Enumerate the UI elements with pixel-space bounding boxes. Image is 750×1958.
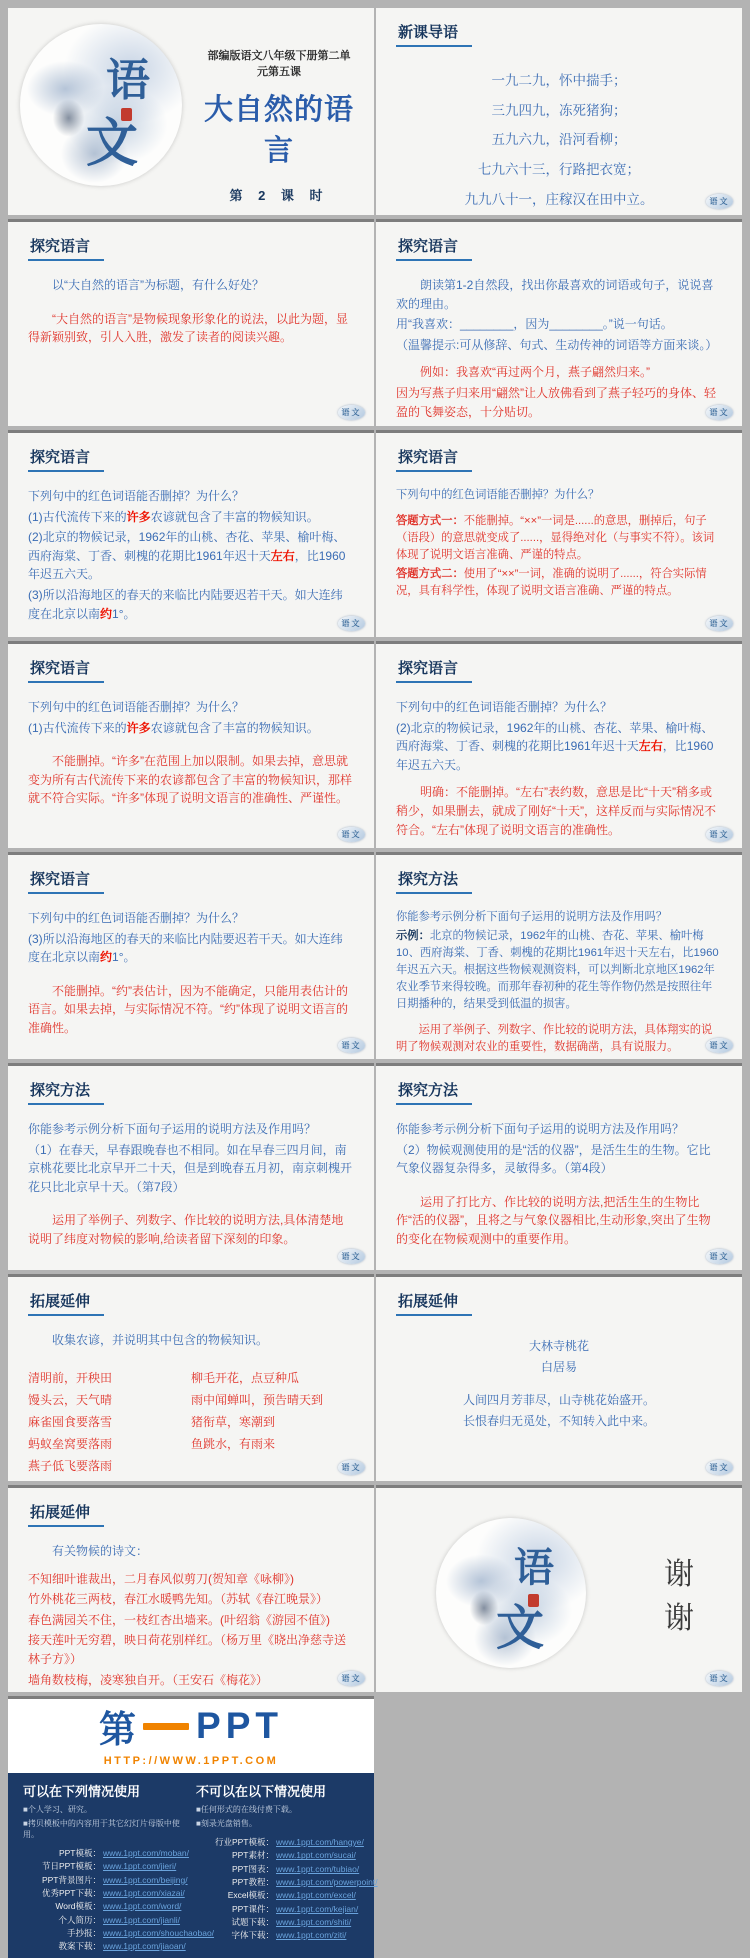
usage-column-title: 可以在下列情况使用 (23, 1784, 141, 1799)
logo-char-di: 第 (99, 1710, 137, 1751)
footer-link-label: 行业PPT模板： (214, 1837, 274, 1847)
footer-link-row (23, 1860, 186, 1872)
footer-link[interactable]: www.1ppt.com/moban/ (103, 1848, 189, 1858)
usage-bullet: ■个人学习、研究。 (23, 1805, 92, 1814)
yuwen-logo-icon: 语文 (338, 1038, 365, 1053)
slide-section-title: 探究语言 (28, 657, 104, 683)
footer-link-label: 优秀PPT下载： (41, 1887, 101, 1898)
slide-thumbnail-13 (8, 1274, 374, 1481)
yuwen-logo-icon: 语文 (338, 827, 365, 842)
text-segment: 约 (100, 606, 113, 621)
footer-link-list (196, 1836, 378, 1942)
text-segment: 竹外桃花三两枝，春江水暖鸭先知。（苏轼《春江晚景》） (28, 1592, 329, 1607)
logo-char-top: 语 (514, 1544, 554, 1590)
proverb-item: 馒头云，天气晴 (28, 1392, 113, 1407)
slide-text-line (396, 719, 722, 775)
proverb-column-2 (191, 1365, 354, 1479)
slide-text-line (28, 698, 354, 717)
text-segment: 人间四月芳菲尽，山寺桃花始盛开。 (462, 1393, 655, 1408)
slide-thumbnail-4 (376, 219, 742, 426)
footer-link-list (23, 1847, 215, 1953)
text-segment: 下列句中的红色词语能否删掉？为什么？ (396, 489, 600, 501)
slide-text-line (396, 156, 722, 184)
slide-body (28, 487, 354, 623)
logo-text-ppt: PPT (196, 1705, 283, 1746)
text-segment: (1)古代流传下来的 (28, 720, 127, 735)
yuwen-logo-icon: 语文 (706, 1038, 733, 1053)
slide-body (396, 698, 722, 839)
slide-text-line (396, 698, 722, 717)
text-segment: 因为写燕子归来用“翩然”让人放佛看到了燕子轻巧的身体、轻盈的飞舞姿态，十分贴切。 (396, 385, 716, 419)
slide-section-title: 探究方法 (396, 868, 472, 894)
footer-link-label: Excel模板： (227, 1890, 274, 1901)
proverb-item: 燕子低飞要落雨 (28, 1458, 113, 1473)
yuwen-logo-icon: 语文 (338, 405, 365, 420)
footer-usage-column-2 (191, 1780, 378, 1954)
usage-bullet-text: 刻录光盘销售。 (200, 1819, 257, 1828)
proverb-item: 麻雀囤食要落雪 (28, 1414, 113, 1429)
footer-link-row (196, 1836, 364, 1848)
slide-text-line (396, 97, 722, 125)
logo-char-top: 语 (106, 56, 150, 105)
slide-section-title: 探究语言 (396, 446, 472, 472)
slide-text-line (396, 487, 722, 504)
usage-bullet: ■刻录光盘销售。 (196, 1819, 257, 1828)
footer-link-row (23, 1900, 186, 1912)
slide-body (396, 276, 722, 421)
slide-body (396, 909, 722, 1056)
footer-link-row (196, 1889, 359, 1901)
slide-text-line (396, 1358, 722, 1377)
usage-bullet-text: 个人学习、研究。 (27, 1805, 92, 1814)
footer-link-label: 试题下载： (231, 1916, 274, 1927)
proverb-item: 清明前，开秧田 (28, 1370, 113, 1385)
thanks-layout (396, 1501, 722, 1684)
lesson-subtitle: 第 2 课 时 (229, 188, 329, 203)
slide-text-line (28, 752, 354, 808)
slide-section-title: 探究语言 (396, 235, 472, 261)
yuwen-logo-icon: 语文 (706, 827, 733, 842)
text-segment: “大自然的语言”是物候现象形象化的说法，以此为题，显得新颖别致，引人入胜，激发了读者的阅读兴趣。 (28, 311, 348, 345)
footer-link-label: 教案下载： (58, 1941, 101, 1952)
footer-link-row (23, 1874, 186, 1886)
lesson-title: 大自然的语言 (204, 94, 355, 167)
slide-text-line (28, 1365, 354, 1479)
text-segment: (1)古代流传下来的 (28, 509, 127, 524)
text-segment: 下列句中的红色词语能否删掉？为什么？ (28, 911, 245, 925)
text-segment: （温馨提示:可从修辞、句式、生动传神的词语等方面来谈。） (396, 337, 718, 352)
slide-body (396, 1337, 722, 1430)
text-segment: 左右 (270, 548, 295, 563)
text-segment: 运用了打比方、作比较的说明方法,把活生生的生物比作“活的仪器”，且将之与气象仪器相比,生动形象,突出了生物的变化在物候观测中的重要作用。 (396, 1194, 711, 1246)
text-segment: 使用了“××”一词，准确的说明了......，符合实际情况，具有科学性，体现了说明文语言准确、严谨的特点。 (396, 567, 707, 597)
slide-text-line (396, 186, 722, 214)
yuwen-logo-icon: 语文 (706, 616, 733, 631)
footer-logo-area (8, 1699, 374, 1767)
slide-text-line (396, 1337, 722, 1356)
footer-link-label: PPT图表： (231, 1863, 274, 1874)
text-segment: 许多 (126, 509, 151, 524)
slide-section-title: 探究语言 (28, 235, 104, 261)
footer-link-label: PPT教程： (231, 1876, 274, 1887)
slide-thumbnail-15 (8, 1485, 374, 1692)
proverb-item: 雨中闻蝉叫，预告晴天到 (191, 1392, 324, 1407)
slide-text-line (28, 1590, 354, 1609)
slide-text-line (28, 528, 354, 584)
slide-section-title: 拓展延伸 (28, 1290, 104, 1316)
text-segment: 收集农谚，并说明其中包含的物候知识。 (52, 1333, 269, 1347)
slide-text-line (396, 909, 722, 926)
yuwen-circle-logo (20, 24, 182, 186)
slide-text-line (28, 1570, 354, 1589)
text-segment: 以“大自然的语言”为标题，有什么好处？ (52, 278, 264, 292)
slide-text-line (28, 909, 354, 928)
slide-text-line (396, 513, 722, 564)
slide-thumbnail-8 (376, 641, 742, 848)
yuwen-logo-icon: 语文 (706, 194, 733, 209)
slide-body (396, 67, 722, 213)
slide-text-line (28, 1141, 354, 1197)
text-segment: 白居易 (540, 1359, 577, 1374)
slide-text-line (28, 930, 354, 967)
thanks-text: 谢谢 (664, 1557, 697, 1635)
slide-body (28, 1120, 354, 1249)
yuwen-logo-icon: 语文 (338, 616, 365, 631)
text-segment: 你能参考示例分析下面句子运用的说明方法及作用吗？ (28, 1122, 317, 1136)
slide-text-line (28, 1611, 354, 1630)
slide-body (28, 276, 354, 347)
text-segment: 示例： (396, 929, 430, 942)
text-segment: 北京的物候记录，1962年的山桃、杏花、苹果、榆叶梅10、西府海棠、丁香、刺槐的花期比1961年迟十天左右，比1960年迟五六天。根据这些物候观测资料，可以判断北京地区1962年农业季节来得较晚。而那年春初种的花生等作物仍然是按照往年日期播种的，结果受到低温的损害。 (396, 929, 719, 1010)
text-segment: 下列句中的红色词语能否删掉？为什么？ (28, 489, 245, 503)
text-segment: 春色满园关不住，一枝红杏出墙来。(叶绍翁《游园不值》) (28, 1612, 330, 1627)
text-segment: 用“我喜欢：________，因为________。”说一句话。 (396, 317, 673, 332)
text-segment: 你能参考示例分析下面句子运用的说明方法及作用吗？ (396, 1122, 685, 1136)
slide-text-line (396, 1391, 722, 1410)
slide-text-line (28, 1211, 354, 1248)
slide-thumbnail-6 (376, 430, 742, 637)
slide-thumbnail-12 (376, 1063, 742, 1270)
footer-link-label: 手抄报： (66, 1927, 101, 1938)
footer-link[interactable]: www.1ppt.com/jieri/ (103, 1861, 177, 1872)
footer-link[interactable]: www.1ppt.com/jiaoan/ (103, 1941, 186, 1952)
footer-usage-panel (8, 1773, 378, 1958)
footer-link-row (196, 1903, 359, 1915)
proverb-item: 鱼跳水，有雨来 (191, 1436, 276, 1451)
footer-link[interactable]: www.1ppt.com/shiti/ (276, 1916, 352, 1927)
slide-body (28, 1542, 354, 1689)
slide-text-line (396, 67, 722, 95)
text-segment: ，比1960年迟五六天。 (396, 739, 714, 772)
footer-link-row (23, 1847, 189, 1859)
footer-link-label: 字体下载： (231, 1930, 274, 1941)
usage-bullet: ■任何形式的在线付费下载。 (196, 1805, 297, 1814)
footer-link[interactable]: www.1ppt.com/powerpoint/ (276, 1876, 378, 1887)
slide-section-title: 探究语言 (28, 446, 104, 472)
text-segment: 下列句中的红色词语能否删掉？为什么？ (396, 700, 613, 714)
footer-site-url[interactable]: HTTP://WWW.1PPT.COM (103, 1755, 279, 1767)
footer-link-label: PPT模板： (58, 1848, 101, 1858)
footer-link-row (23, 1927, 215, 1939)
proverb-item: 蚂蚁垒窝要落雨 (28, 1436, 113, 1451)
text-segment: 不能删掉。“许多”在范围上加以限制。如果去掉，意思就变为所有古代流传下来的农谚都包含了丰富的物候知识，那样就不符合实际。“许多”体现了说明文语言的准确性、严谨性。 (28, 754, 353, 806)
footer-link-label: Word模板： (55, 1901, 101, 1912)
slide-text-line (396, 126, 722, 154)
footer-link-row (23, 1914, 186, 1926)
logo-char-bottom: 文 (496, 1601, 545, 1655)
yuwen-logo-icon: 语文 (706, 1249, 733, 1264)
text-segment: 下列句中的红色词语能否删掉？为什么？ (28, 700, 245, 714)
slide-thumbnail-2 (376, 8, 742, 215)
text-segment: ，比1960年迟五六天。 (28, 548, 346, 582)
text-segment: 三九四九，冻死猪狗； (491, 102, 627, 118)
footer-link[interactable]: www.1ppt.com/beijing/ (103, 1874, 188, 1885)
slide-text-line (28, 1631, 354, 1668)
slide-section-title: 拓展延伸 (28, 1501, 104, 1527)
footer-link-row (196, 1863, 359, 1875)
slide-section-title: 探究方法 (28, 1079, 104, 1105)
slide-text-line (28, 1331, 354, 1350)
text-segment: 运用了举例子、列数字、作比较的说明方法，具体翔实的说明了物候观测对农业的重要性，数据确凿，具有说服力。 (396, 1023, 713, 1053)
text-segment: 不能删掉。“××”一词是......的意思，删掉后，句子（语段）的意思就变成了......，显得绝对化（与事实不符）。该词体现了说明文语言准确、严谨的特点。 (396, 514, 715, 561)
footer-link-label: PPT课件： (231, 1903, 274, 1914)
yuwen-logo-icon: 语文 (706, 1460, 733, 1475)
site-footer (8, 1696, 378, 1952)
slide-text-line (396, 336, 722, 355)
slide-body (396, 1120, 722, 1249)
proverb-column-1 (28, 1365, 191, 1479)
footer-link[interactable]: www.1ppt.com/shouchaobao/ (103, 1927, 215, 1938)
usage-bullet-text: 拷贝模板中的内容用于其它幻灯片母版中使用。 (23, 1819, 180, 1839)
footer-link-label: PPT素材： (231, 1850, 274, 1861)
footer-link-row (196, 1916, 359, 1928)
first-ppt-logo (99, 1699, 283, 1753)
slide-body (28, 909, 354, 1038)
slide-text-line (28, 1542, 354, 1561)
text-segment: 不知细叶谁裁出，二月春风似剪刀(贺知章《咏柳》) (28, 1571, 294, 1586)
text-segment: 一九二九，怀中揣手； (491, 73, 627, 88)
text-segment: 例如：我喜欢“再过两个月，燕子翩然归来。” (420, 365, 650, 380)
slide-text-line (28, 719, 354, 738)
slide-text-line (396, 928, 722, 1013)
text-segment: 五九六九，沿河看柳； (491, 132, 627, 148)
footer-link[interactable]: www.1ppt.com/word/ (103, 1901, 182, 1912)
slide-text-line (396, 363, 722, 382)
slide-text-line (396, 315, 722, 334)
slide-thumbnail-5 (8, 430, 374, 637)
slide-body (28, 1331, 354, 1479)
slide-text-line (396, 1141, 722, 1178)
usage-bullet: ■拷贝模板中的内容用于其它幻灯片母版中使用。 (23, 1819, 180, 1839)
text-segment: 明确：不能删掉。“左右”表约数，意思是比“十天”稍多或稍少，如果删去，就成了刚好“十天”，这样反而与实际情况不符合。“左右”体现了说明文语言的准确性。 (396, 785, 716, 837)
slide-text-line (396, 276, 722, 313)
slide-thumbnail-16 (376, 1485, 742, 1692)
slide-text-line (28, 586, 354, 623)
slide-section-title: 探究方法 (396, 1079, 472, 1105)
text-segment: 1°。 (112, 950, 136, 965)
text-segment: 农谚就包含了丰富的物候知识。 (150, 720, 319, 735)
footer-link[interactable]: www.1ppt.com/kejian/ (276, 1903, 359, 1914)
yuwen-logo-icon: 语文 (338, 1249, 365, 1264)
text-segment: 答题方式一： (396, 514, 464, 527)
slide-section-title: 探究语言 (396, 657, 472, 683)
text-segment: 墙角数枝梅，凌寒独自开。（王安石《梅花》） (28, 1672, 269, 1687)
logo-char-bottom: 文 (86, 116, 139, 173)
text-segment: (3)所以沿海地区的春天的来临比内陆要迟若干天。如大连纬度在北京以南 (28, 587, 343, 621)
text-segment: (2)北京的物候记录，1962年的山桃、杏花、苹果、榆叶梅、西府海棠、丁香、刺槐的花期比1961年迟十天 (28, 530, 346, 563)
footer-link-row (196, 1849, 359, 1861)
text-segment: 九九八十一，庄稼汉在田中立。 (464, 191, 654, 207)
slide-text-line (396, 1412, 722, 1431)
logo-dash-icon (143, 1723, 189, 1730)
slide-text-line (396, 1022, 722, 1056)
slide-text-line (28, 276, 354, 295)
slide-text-line (396, 783, 722, 839)
text-segment: 约 (100, 950, 113, 965)
yuwen-logo-icon: 语文 (338, 1671, 365, 1686)
slide-text-line (28, 982, 354, 1038)
text-segment: 运用了举例子、列数字、作比较的说明方法,具体清楚地说明了纬度对物候的影响,给读者留下深刻的印象。 (28, 1213, 344, 1246)
slide-thumbnail-7 (8, 641, 374, 848)
footer-link-row (23, 1887, 186, 1899)
text-segment: 农谚就包含了丰富的物候知识。 (150, 509, 319, 524)
footer-link[interactable]: www.1ppt.com/xiazai/ (103, 1887, 185, 1898)
footer-usage-column-1 (18, 1780, 215, 1954)
text-segment: 许多 (126, 720, 151, 735)
slide-text-line (28, 310, 354, 347)
slide-text-line (28, 1120, 354, 1139)
footer-link-row (196, 1929, 359, 1941)
slide-thumbnail-9 (8, 852, 374, 1059)
footer-link-label: PPT背景图片： (41, 1874, 101, 1885)
slide-thumbnail-1 (8, 8, 374, 215)
text-segment: 大林寺桃花 (528, 1339, 589, 1353)
footer-link[interactable]: www.1ppt.com/tubiao/ (276, 1863, 360, 1874)
slide-section-title: 拓展延伸 (396, 1290, 472, 1316)
yuwen-circle-logo (436, 1518, 586, 1668)
slide-text-line (28, 508, 354, 527)
footer-link[interactable]: www.1ppt.com/excel/ (276, 1890, 356, 1901)
text-segment: 答题方式二： (396, 567, 464, 580)
yuwen-logo-icon: 语文 (338, 1460, 365, 1475)
yuwen-logo-icon: 语文 (706, 1671, 733, 1686)
slide-text-line (28, 1671, 354, 1690)
text-segment: 接天莲叶无穷碧，映日荷花别样红。（杨万里《晓出净慈寺送林子方》） (28, 1633, 347, 1666)
slide-text-line (396, 1120, 722, 1139)
text-segment: (2)北京的物候记录，1962年的山桃、杏花、苹果、榆叶梅、西府海棠、丁香、刺槐的花期比1961年迟十天 (396, 720, 714, 754)
slide-body (28, 698, 354, 808)
text-segment: 左右 (638, 739, 663, 754)
yuwen-logo-icon: 语文 (706, 405, 733, 420)
footer-link-label: 节日PPT模板： (41, 1861, 101, 1872)
slide-body (396, 487, 722, 600)
usage-bullet-text: 任何形式的在线付费下载。 (200, 1805, 297, 1814)
slide-thumbnail-11 (8, 1063, 374, 1270)
usage-column-title: 不可以在以下情况使用 (196, 1784, 327, 1799)
footer-link[interactable]: www.1ppt.com/hangye/ (276, 1837, 364, 1847)
text-segment: 1°。 (112, 606, 136, 621)
slide-section-title: 新课导语 (396, 21, 472, 47)
text-segment: 不能删掉。“约”表估计，因为不能确定，只能用表估计的语言。如果去掉，与实际情况不符。“约”体现了说明文语言的准确性。 (28, 983, 348, 1035)
proverb-item: 柳毛开花，点豆种瓜 (191, 1370, 300, 1385)
slide-text-line (396, 1193, 722, 1249)
text-segment: （2）物候观测使用的是“活的仪器”，是活生生的生物。它比气象仪器复杂得多，灵敏得多。（第4段） (396, 1142, 711, 1176)
text-segment: 有关物候的诗文： (52, 1544, 149, 1558)
course-kicker: 部编版语文八年级下册第二单元第五课 (207, 50, 351, 78)
slide-thumbnail-14 (376, 1274, 742, 1481)
footer-link-label: 个人简历： (58, 1914, 101, 1925)
proverb-item: 猪衔草，寒潮到 (191, 1414, 276, 1429)
text-segment: 朗读第1-2自然段，找出你最喜欢的词语或句子，说说喜欢的理由。 (396, 278, 714, 311)
text-segment: 七九六十三，行路把衣宽； (478, 162, 640, 178)
footer-link-row (196, 1876, 378, 1888)
footer-link-row (23, 1940, 186, 1952)
slide-section-title: 探究语言 (28, 868, 104, 894)
text-segment: （1）在春天，早春跟晚春也不相同。如在早春三四月间，南京桃花要比北京早开二十天，但是到晚春五月初，南京刺槐开花只比北京早十天。（第7段） (28, 1142, 353, 1194)
text-segment: (3)所以沿海地区的春天的来临比内陆要迟若干天。如大连纬度在北京以南 (28, 931, 343, 965)
slide-thumbnail-10 (376, 852, 742, 1059)
footer-link[interactable]: www.1ppt.com/jianli/ (103, 1914, 181, 1925)
slide-text-line (396, 384, 722, 421)
footer-link[interactable]: www.1ppt.com/sucai/ (276, 1850, 356, 1861)
text-segment: 长恨春归无觅处，不知转入此中来。 (462, 1413, 655, 1428)
slide-text-line (396, 566, 722, 600)
footer-link[interactable]: www.1ppt.com/ziti/ (276, 1930, 347, 1941)
slide-thumbnail-3 (8, 219, 374, 426)
slide-text-line (28, 487, 354, 506)
text-segment: 你能参考示例分析下面句子运用的说明方法及作用吗？ (396, 911, 668, 923)
